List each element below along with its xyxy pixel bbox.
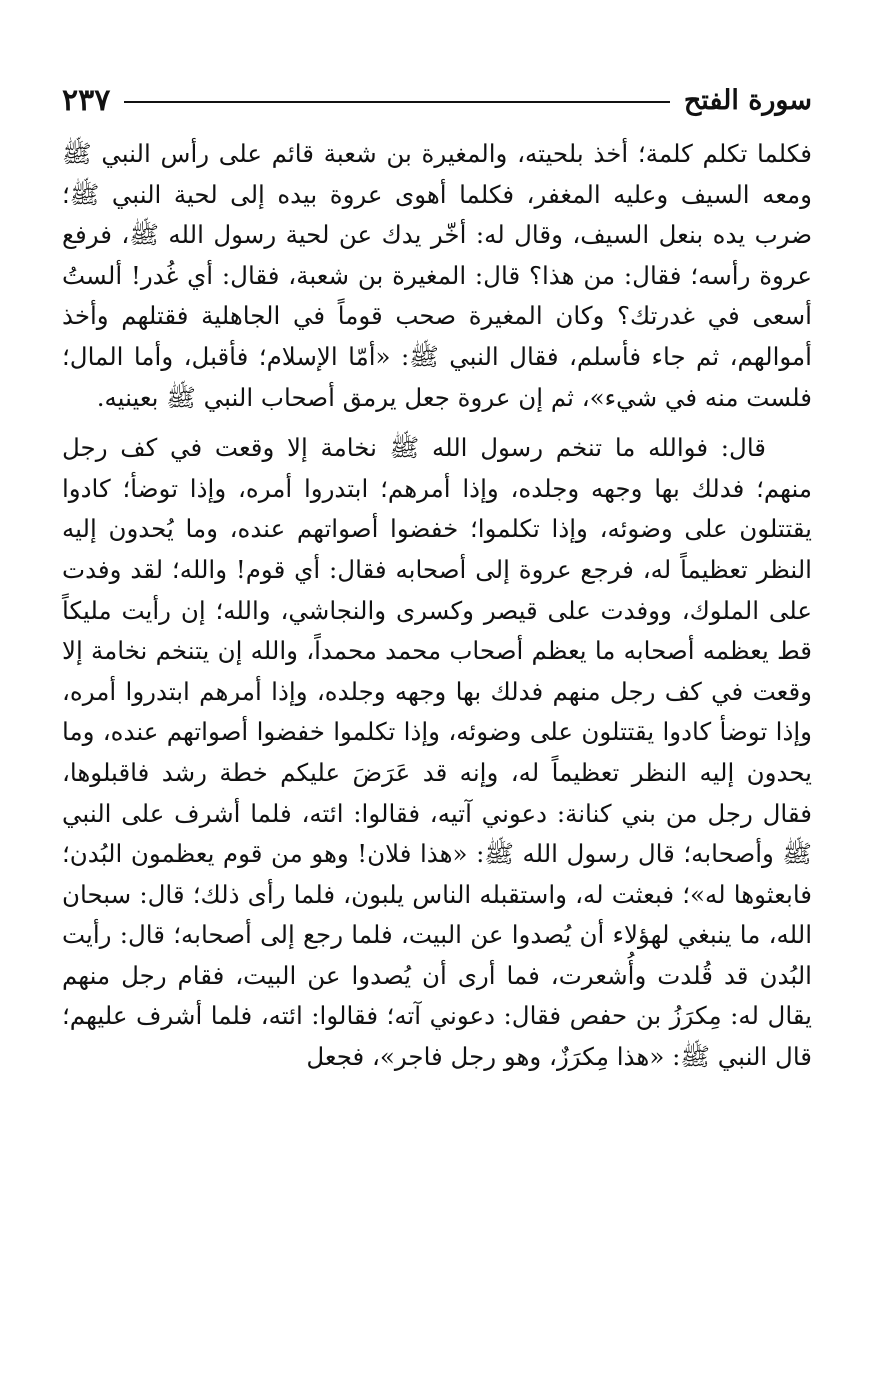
page-number: ٢٣٧ (62, 82, 111, 118)
surah-title: سورة الفتح (683, 84, 812, 116)
paragraph-1: فكلما تكلم كلمة؛ أخذ بلحيته، والمغيرة بن شعبة قائم على رأس النبي ﷺ ومعه السيف وعليه المغفر، فكلما أهوى عروة بيده إلى لحية النبي ﷺ؛ ضرب يده بنعل السيف، وقال له: أخّر يدك عن لحية رسول الله ﷺ، فرفع عروة رأسه؛ فقال: من هذا؟ قال: المغيرة بن شعبة، فقال: أي غُدر! ألستُ أسعى في غدرتك؟ وكان المغيرة صحب قوماً في الجاهلية فقتلهم وأخذ أموالهم، ثم جاء فأسلم، فقال النبي ﷺ: «أمّا الإسلام؛ فأقبل، وأما المال؛ فلست منه في شيء»، ثم إن عروة جعل يرمق أصحاب النبي ﷺ بعينيه. (62, 139, 812, 412)
running-header (62, 78, 812, 122)
header-rule (124, 101, 670, 103)
body-text (62, 134, 812, 1078)
book-page (62, 78, 812, 1368)
paragraph-2: قال: فوالله ما تنخم رسول الله ﷺ نخامة إلا وقعت في كف رجل منهم؛ فدلك بها وجهه وجلده، وإذا أمرهم؛ ابتدروا أمره، وإذا توضأ؛ كادوا يقتتلون على وضوئه، وإذا تكلموا؛ خفضوا أصواتهم عنده، وما يُحدون إليه النظر تعظيماً له، فرجع عروة إلى أصحابه فقال: أي قوم! والله؛ لقد وفدت على الملوك، ووفدت على قيصر وكسرى والنجاشي، والله؛ إن رأيت مليكاً قط يعظمه أصحابه ما يعظم أصحاب محمد محمداً، والله إن يتنخم نخامة إلا وقعت في كف رجل منهم فدلك بها وجهه وجلده، وإذا أمرهم ابتدروا أمره، وإذا توضأ كادوا يقتتلون على وضوئه، وإذا تكلموا خفضوا أصواتهم عنده، وما يحدون إليه النظر تعظيماً له، وإنه قد عَرَضَ عليكم خطة رشد فاقبلوها، فقال رجل من بني كنانة: دعوني آتيه، فقالوا: ائته، فلما أشرف على النبي ﷺ وأصحابه؛ قال رسول الله ﷺ: «هذا فلان! وهو من قوم يعظمون البُدن؛ فابعثوها له»؛ فبعثت له، واستقبله الناس يلبون، فلما رأى ذلك؛ قال: سبحان الله، ما ينبغي لهؤلاء أن يُصدوا عن البيت، فلما رجع إلى أصحابه؛ قال: رأيت البُدن قد قُلدت وأُشعرت، فما أرى أن يُصدوا عن البيت، فقام رجل منهم يقال له: مِكرَزُ بن حفص فقال: دعوني آته؛ فقالوا: ائته، فلما أشرف عليهم؛ قال النبي ﷺ: «هذا مِكرَزٌ، وهو رجل فاجر»، فجعل (62, 433, 812, 1072)
